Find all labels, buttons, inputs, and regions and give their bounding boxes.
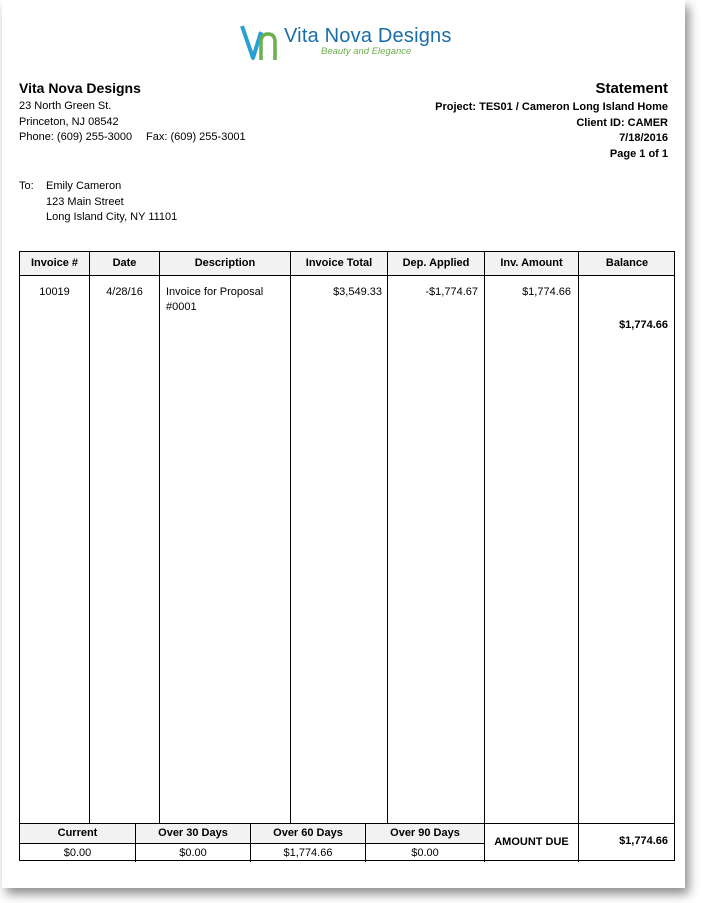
- row-description-line2: #0001: [166, 301, 197, 313]
- col-balance: Balance: [605, 257, 649, 269]
- row-description-line1: Invoice for Proposal: [166, 286, 264, 298]
- recipient-street: 123 Main Street: [46, 196, 124, 208]
- col-date: Date: [112, 257, 137, 269]
- amount-due-label: AMOUNT DUE: [494, 836, 569, 848]
- recipient-city: Long Island City, NY 11101: [46, 211, 178, 223]
- aging-60-value: $1,774.66: [283, 847, 333, 859]
- to-label: To:: [19, 180, 34, 192]
- logo-wordmark: Vita Nova Designs: [284, 25, 452, 47]
- statement-page: [2, 0, 685, 888]
- aging-summary: [20, 823, 674, 862]
- aging-30-value: $0.00: [179, 847, 207, 859]
- company-logo: [239, 20, 454, 68]
- company-phone: Phone: (609) 255-3000: [19, 131, 133, 143]
- col-invoice-number: Invoice #: [30, 257, 79, 269]
- company-name: Vita Nova Designs: [19, 80, 141, 96]
- col-invoice-total: Invoice Total: [305, 257, 373, 269]
- company-fax: Fax: (609) 255-3001: [146, 131, 246, 143]
- aging-60-label: Over 60 Days: [251, 824, 365, 843]
- col-dep-applied: Dep. Applied: [402, 257, 470, 269]
- row-dep-applied: -$1,774.67: [425, 286, 478, 298]
- amount-due-value: $1,774.66: [619, 835, 668, 847]
- page-number: Page 1 of 1: [609, 148, 668, 160]
- client-id: Client ID: CAMER: [576, 117, 668, 129]
- invoice-table: [19, 251, 675, 861]
- logo-tagline: Beauty and Elegance: [321, 46, 412, 57]
- project-line: Project: TES01 / Cameron Long Island Home: [435, 101, 668, 113]
- col-inv-amount: Inv. Amount: [500, 257, 563, 269]
- aging-30-label: Over 30 Days: [136, 824, 250, 843]
- row-invoice-number: 10019: [39, 286, 70, 298]
- col-description: Description: [194, 257, 256, 269]
- row-balance: $1,774.66: [619, 319, 668, 331]
- recipient-name: Emily Cameron: [46, 180, 122, 192]
- row-invoice-total: $3,549.33: [333, 286, 382, 298]
- vn-logo-icon: [239, 20, 283, 64]
- row-date: 4/28/16: [106, 286, 143, 298]
- aging-90-value: $0.00: [411, 847, 439, 859]
- row-inv-amount: $1,774.66: [522, 286, 571, 298]
- aging-current-value: $0.00: [63, 847, 92, 859]
- aging-current-label: Current: [20, 824, 135, 843]
- company-street: 23 North Green St.: [19, 100, 112, 112]
- statement-date: 7/18/2016: [619, 132, 668, 144]
- aging-90-label: Over 90 Days: [366, 824, 484, 843]
- company-city: Princeton, NJ 08542: [19, 116, 119, 128]
- statement-title: Statement: [595, 80, 668, 97]
